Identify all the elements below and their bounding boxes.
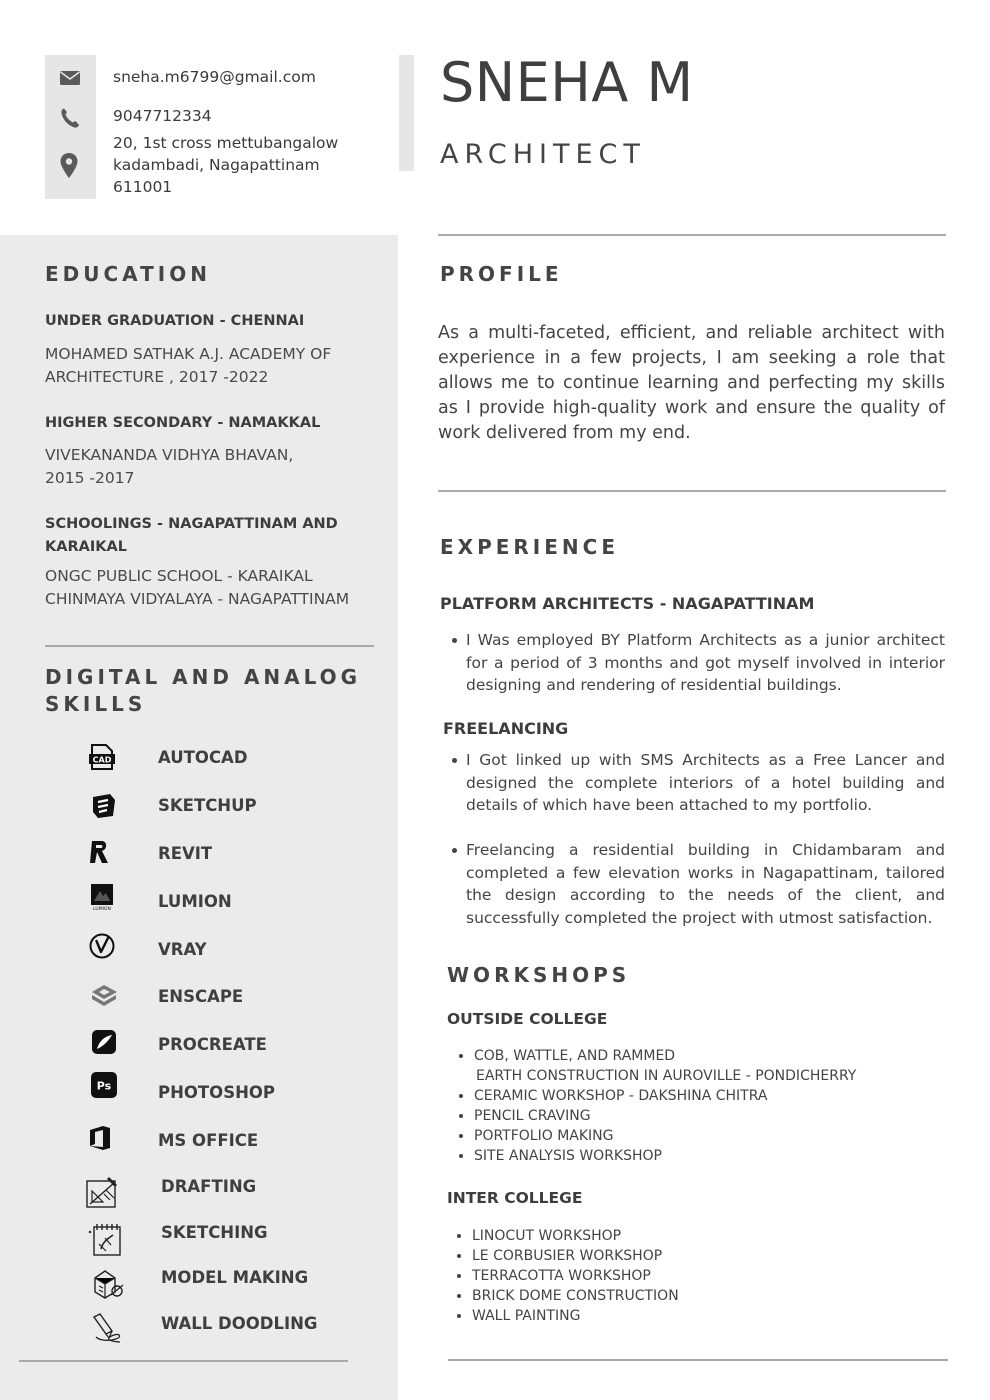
ms-office-icon bbox=[86, 1124, 114, 1152]
wall-doodling-icon bbox=[90, 1311, 124, 1345]
education-title-line: SCHOOLINGS - NAGAPATTINAM AND bbox=[45, 516, 338, 532]
workshop-item: PENCIL CRAVING bbox=[474, 1108, 591, 1124]
address-line: 611001 bbox=[113, 178, 173, 196]
enscape-icon bbox=[90, 982, 118, 1010]
profile-summary: As a multi-faceted, efficient, and reliable architect with experience in a few projects, I am seeking a role that allows me to continue learning and perfecting my skills as I provide high-quality work and ensure the quality of work delivered from my end. bbox=[438, 323, 945, 443]
education-entry-body bbox=[45, 343, 390, 388]
skill-label-sketchup: SKETCHUP bbox=[158, 796, 257, 815]
workshop-item: LE CORBUSIER WORKSHOP bbox=[472, 1248, 663, 1264]
skill-label-wall-doodling: WALL DOODLING bbox=[161, 1314, 318, 1333]
autocad-icon bbox=[88, 743, 116, 771]
bullet-dot bbox=[457, 1234, 461, 1238]
education-entry-body bbox=[45, 565, 390, 610]
workshop-list-inter bbox=[472, 1226, 679, 1326]
education-title-line: UNDER GRADUATION - CHENNAI bbox=[45, 313, 305, 329]
experience-bullet: I Was employed BY Platform Architects as a junior architect for a period of 3 months and got myself involved in interior designing and rendering of residential buildings. bbox=[466, 631, 945, 694]
bullet-dot bbox=[452, 848, 457, 853]
phone-icon bbox=[60, 107, 80, 129]
education-body-line: 2015 -2017 bbox=[45, 468, 135, 487]
experience-bullet: Freelancing a residential building in Chidambaram and completed a few elevation works in Nagapattinam, tailored the design according to the needs of the client, and successfully completed the project with utmost satisfaction. bbox=[466, 841, 945, 927]
bullet-dot bbox=[452, 638, 457, 643]
bullet-dot bbox=[459, 1114, 463, 1118]
skills-heading bbox=[45, 664, 361, 718]
svg-text:LUMION: LUMION bbox=[93, 907, 111, 911]
bullet-dot bbox=[457, 1274, 461, 1278]
skill-label-photoshop: PHOTOSHOP bbox=[158, 1083, 276, 1102]
phone-text[interactable]: 9047712334 bbox=[113, 107, 212, 125]
vray-icon bbox=[88, 932, 116, 960]
address-line: 20, 1st cross mettubangalow bbox=[113, 134, 339, 152]
education-entry-body bbox=[45, 444, 390, 489]
education-entry-title bbox=[45, 412, 385, 435]
bullet-dot bbox=[457, 1294, 461, 1298]
sketching-icon bbox=[87, 1221, 123, 1257]
education-entry-title bbox=[45, 310, 385, 333]
education-heading: EDUCATION bbox=[45, 262, 211, 286]
bullet-dot bbox=[459, 1134, 463, 1138]
workshop-item: SITE ANALYSIS WORKSHOP bbox=[474, 1148, 662, 1164]
skill-label-lumion: LUMION bbox=[158, 892, 232, 911]
candidate-role: ARCHITECT bbox=[440, 139, 646, 170]
skill-label-autocad: AUTOCAD bbox=[158, 748, 248, 767]
workshops-heading: WORKSHOPS bbox=[447, 963, 631, 987]
experience-heading: EXPERIENCE bbox=[440, 535, 619, 559]
drafting-icon bbox=[84, 1175, 120, 1211]
bullet-dot bbox=[457, 1254, 461, 1258]
lumion-icon bbox=[88, 883, 116, 911]
workshop-item: BRICK DOME CONSTRUCTION bbox=[472, 1288, 679, 1304]
section-divider bbox=[438, 490, 946, 492]
workshop-group-title: OUTSIDE COLLEGE bbox=[447, 1010, 608, 1028]
workshop-item: CERAMIC WORKSHOP - DAKSHINA CHITRA bbox=[474, 1088, 768, 1104]
svg-text:Ps: Ps bbox=[96, 1079, 112, 1093]
revit-icon bbox=[86, 838, 114, 866]
skill-label-model-making: MODEL MAKING bbox=[161, 1268, 309, 1287]
name-accent-bar bbox=[399, 55, 414, 171]
bullet-dot bbox=[452, 758, 457, 763]
job-title: PLATFORM ARCHITECTS - NAGAPATTINAM bbox=[440, 594, 815, 613]
sketchup-icon bbox=[90, 792, 118, 820]
bullet-dot bbox=[457, 1314, 461, 1318]
procreate-icon bbox=[90, 1028, 118, 1056]
email-text[interactable]: sneha.m6799@gmail.com bbox=[113, 68, 316, 86]
skill-label-enscape: ENSCAPE bbox=[158, 987, 244, 1006]
section-divider bbox=[438, 234, 946, 236]
skill-label-procreate: PROCREATE bbox=[158, 1035, 267, 1054]
education-title-line: HIGHER SECONDARY - NAMAKKAL bbox=[45, 415, 321, 431]
education-body-line: ARCHITECTURE , 2017 -2022 bbox=[45, 367, 269, 386]
photoshop-icon bbox=[90, 1071, 118, 1099]
skill-label-sketching: SKETCHING bbox=[161, 1223, 268, 1242]
candidate-name: SNEHA M bbox=[440, 51, 694, 114]
education-title-line: KARAIKAL bbox=[45, 539, 127, 555]
address-text bbox=[113, 132, 338, 198]
workshop-item: EARTH CONSTRUCTION IN AUROVILLE - PONDICHERRY bbox=[476, 1068, 857, 1084]
skill-label-ms-office: MS OFFICE bbox=[158, 1131, 259, 1150]
section-divider bbox=[45, 645, 374, 647]
workshop-item: LINOCUT WORKSHOP bbox=[472, 1228, 622, 1244]
email-icon bbox=[59, 69, 81, 87]
profile-heading: PROFILE bbox=[440, 262, 563, 286]
bullet-dot bbox=[459, 1094, 463, 1098]
section-divider bbox=[19, 1360, 348, 1362]
svg-text:CAD: CAD bbox=[92, 755, 112, 765]
workshop-group-title: INTER COLLEGE bbox=[447, 1189, 583, 1207]
education-body-line: VIVEKANANDA VIDHYA BHAVAN, bbox=[45, 446, 294, 464]
workshop-item: PORTFOLIO MAKING bbox=[474, 1128, 614, 1144]
workshop-list-outside bbox=[474, 1046, 856, 1166]
skills-heading-line: DIGITAL AND ANALOG bbox=[45, 665, 362, 689]
bullet-dot bbox=[459, 1054, 463, 1058]
skills-heading-line: SKILLS bbox=[45, 692, 147, 716]
education-body-line: MOHAMED SATHAK A.J. ACADEMY OF bbox=[45, 345, 332, 363]
skill-label-revit: REVIT bbox=[158, 844, 213, 863]
section-divider bbox=[448, 1359, 948, 1361]
experience-bullet: I Got linked up with SMS Architects as a Free Lancer and designed the complete interiors of a hotel building and details of which have been attached to my portfolio. bbox=[466, 751, 945, 814]
model-making-icon bbox=[91, 1266, 125, 1300]
workshop-item: COB, WATTLE, AND RAMMED bbox=[474, 1048, 676, 1064]
location-pin-icon bbox=[59, 152, 79, 179]
bullet-dot bbox=[459, 1154, 463, 1158]
education-body-line: CHINMAYA VIDYALAYA - NAGAPATTINAM bbox=[45, 589, 350, 608]
skill-label-vray: VRAY bbox=[158, 940, 207, 959]
skill-label-drafting: DRAFTING bbox=[161, 1177, 257, 1196]
education-body-line: ONGC PUBLIC SCHOOL - KARAIKAL bbox=[45, 567, 313, 585]
education-entry-title bbox=[45, 513, 385, 559]
job-title: FREELANCING bbox=[443, 719, 569, 738]
workshop-item: TERRACOTTA WORKSHOP bbox=[472, 1268, 651, 1284]
address-line: kadambadi, Nagapattinam bbox=[113, 156, 320, 174]
workshop-item: WALL PAINTING bbox=[472, 1308, 581, 1324]
